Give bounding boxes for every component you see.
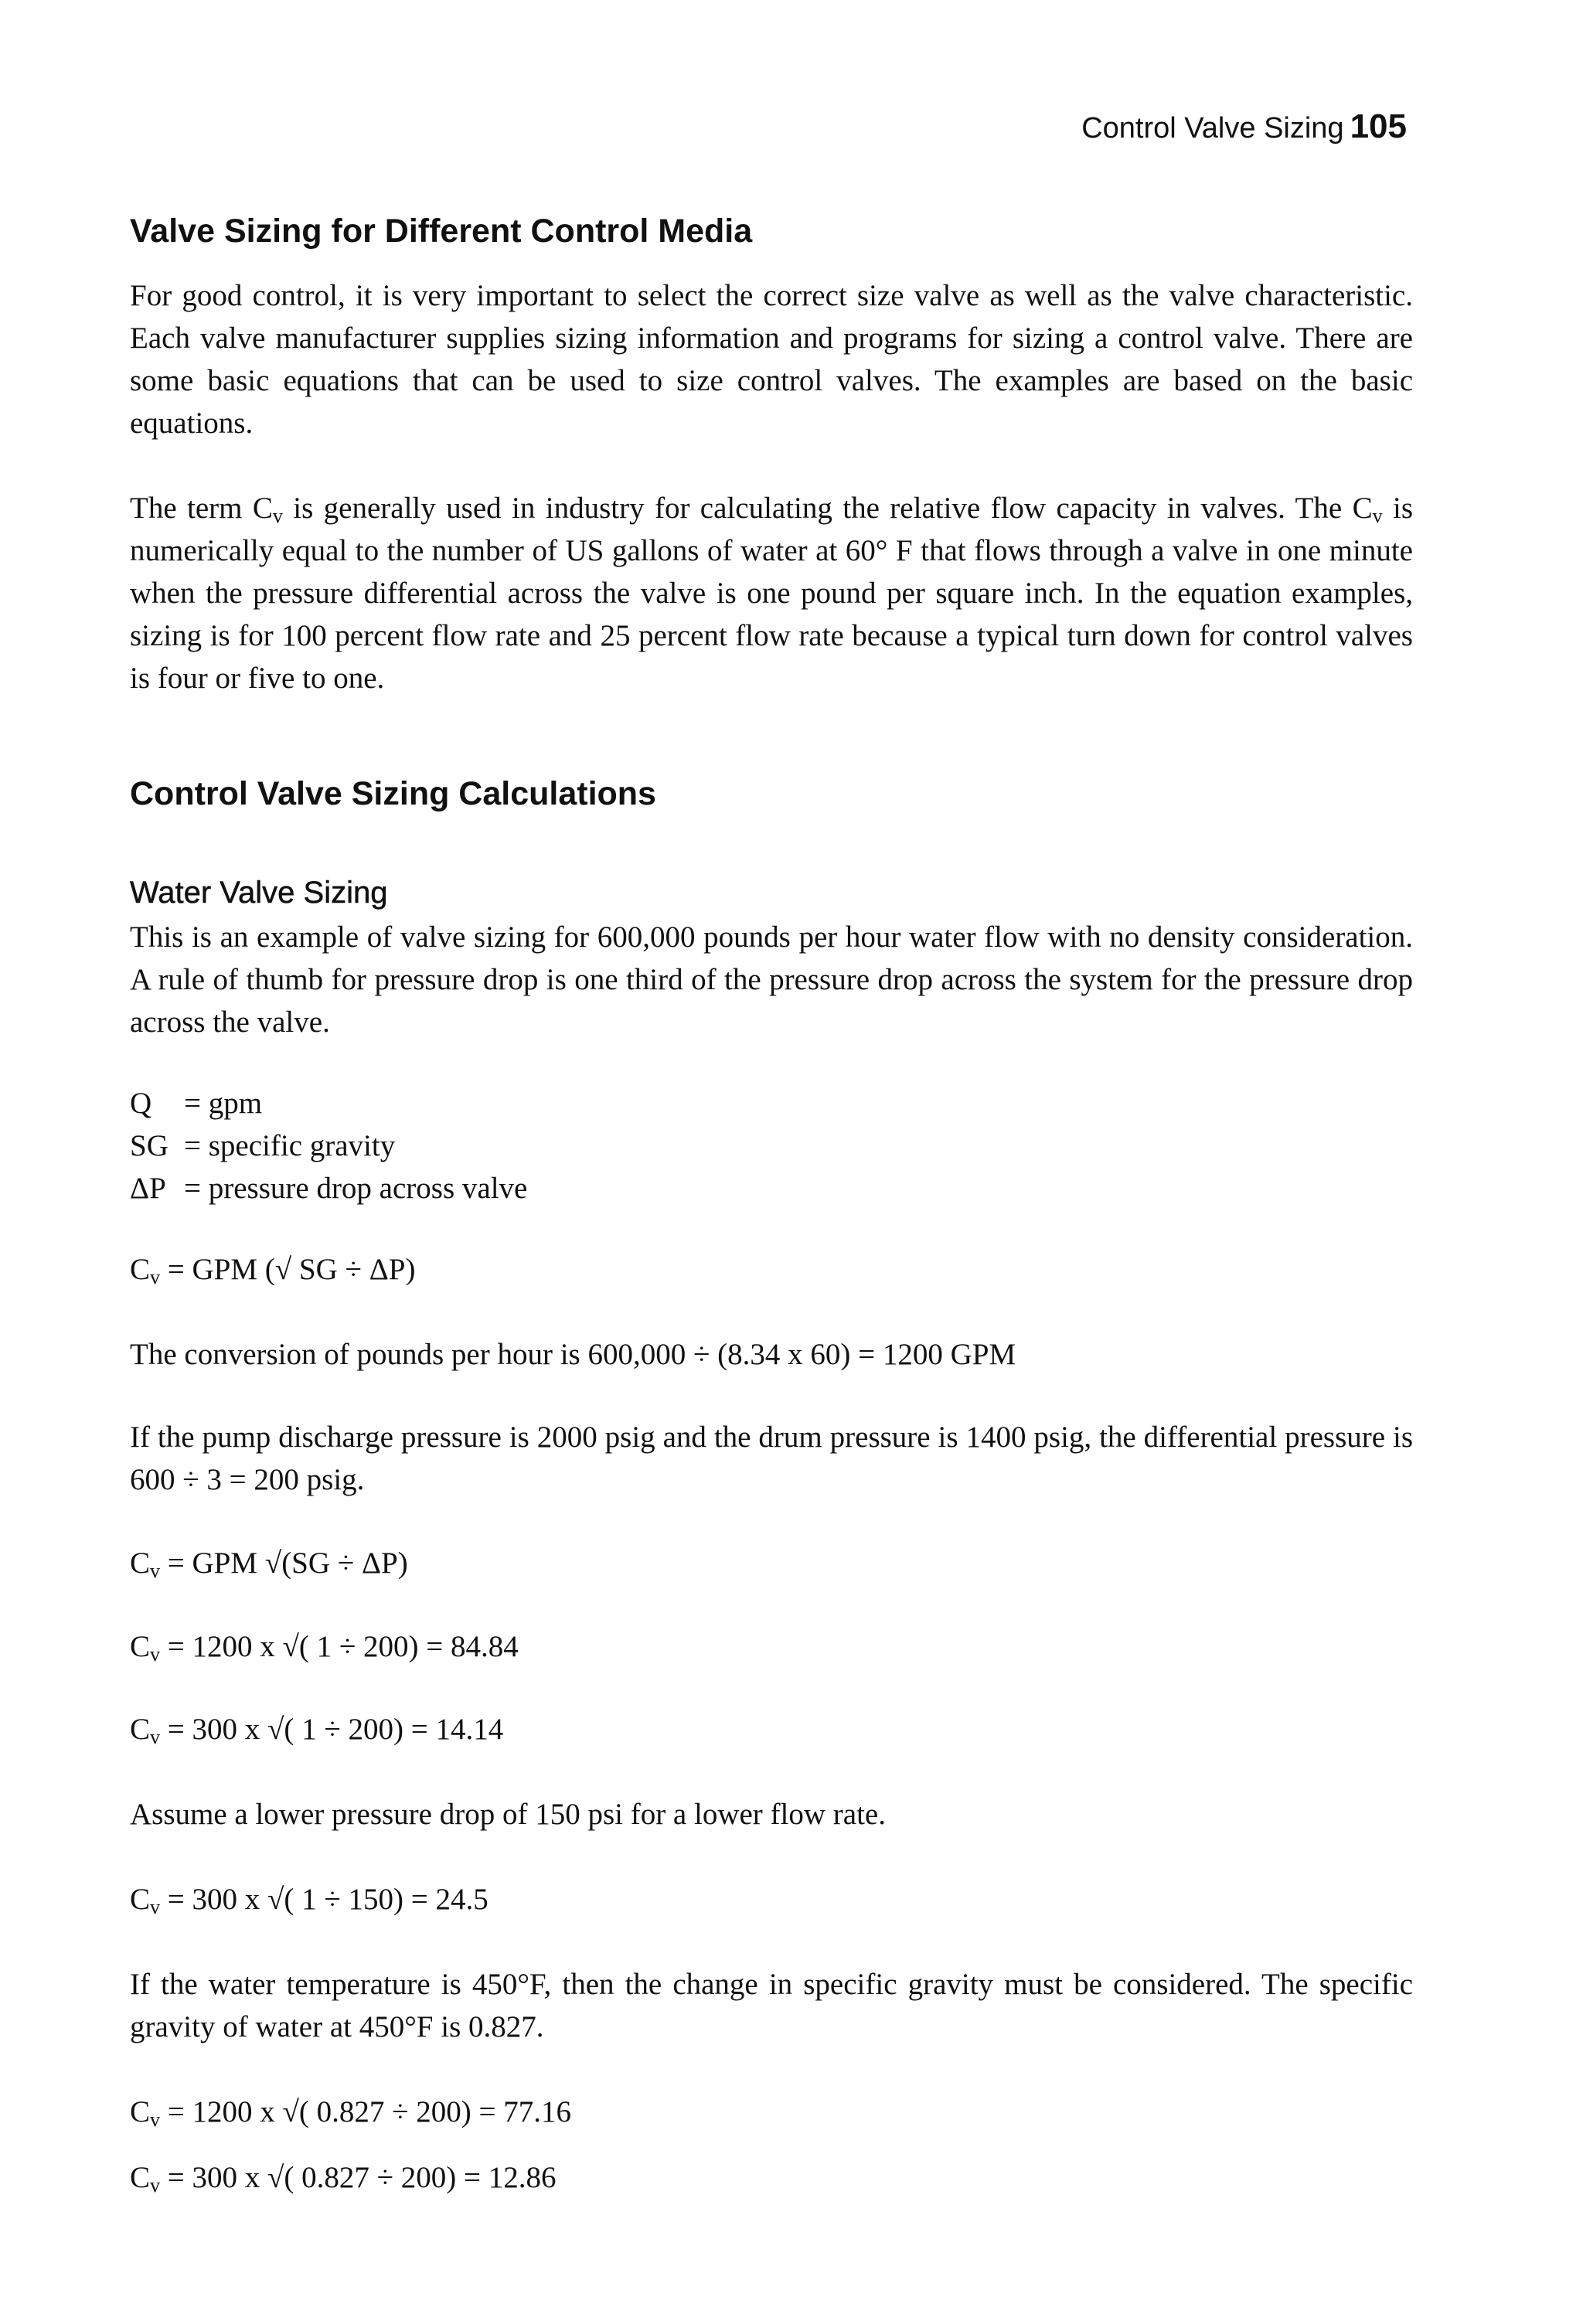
paragraph-pressure: If the pump discharge pressure is 2000 psig and the drum pressure is 1400 psig, the differential pressure is 600 ÷ 3 = 200 psig.	[130, 1421, 1413, 1496]
definition-symbol: Q	[130, 1087, 152, 1120]
definition-meaning: = specific gravity	[184, 1129, 396, 1162]
section-heading-valve-sizing-media: Valve Sizing for Different Control Media	[130, 213, 753, 250]
cv-subscript: v	[272, 505, 283, 527]
calc-300-0827: $C_v = 300$ x √( 0.827 ÷ 200) = 12.86	[130, 2161, 557, 2196]
definition-symbol: SG	[130, 1129, 169, 1162]
paragraph-temperature: If the water temperature is 450°F, then the change in specific gravity must be considered. The specific gravity of water at 450°F is 0.827.	[130, 1968, 1413, 2043]
page-number: 105	[1350, 107, 1407, 145]
definition-sg	[130, 1125, 395, 1167]
calc-1200-0827: $C_v = 1200$ x √( 0.827 ÷ 200) = 77.16	[130, 2095, 572, 2131]
cv-text-part2: is generally used in industry for calculating the relative flow capacity in valves. The C	[282, 492, 1373, 525]
calc-300-200: $C_v = 300$ x √( 1 ÷ 200) = 14.14	[130, 1713, 504, 1748]
definition-delta-p	[130, 1167, 527, 1210]
formula-cv-sqrt: $C_v$ = GPM √(SG ÷ ΔP)	[130, 1546, 408, 1582]
paragraph-intro: For good control, it is very important to select the correct size valve as well as the valve characteristic. Each valve manufacturer supplies sizing information and programs for sizing a control valve. There are some basic equations that can be used to size control valves. The examples are based on the basic equations.	[130, 279, 1413, 440]
assume-line: Assume a lower pressure drop of 150 psi for a lower flow rate.	[130, 1798, 886, 1831]
definition-symbol: ΔP	[130, 1172, 166, 1205]
cv-text-part1: The term C	[130, 492, 273, 525]
paragraph-cv-definition	[130, 487, 1413, 699]
running-header	[1005, 108, 1407, 147]
running-title: Control Valve Sizing	[1081, 112, 1344, 145]
definition-q	[130, 1082, 262, 1125]
subheading-water-valve-sizing: Water Valve Sizing	[130, 876, 388, 910]
calc-1200-200: $C_v = 1200$ x √( 1 ÷ 200) = 84.84	[130, 1630, 519, 1666]
section-heading-calculations: Control Valve Sizing Calculations	[130, 775, 656, 812]
definition-meaning: = pressure drop across valve	[184, 1172, 528, 1205]
conversion-line: The conversion of pounds per hour is 600,000 ÷ (8.34 x 60) = 1200 GPM	[130, 1338, 1016, 1371]
definition-meaning: = gpm	[184, 1087, 263, 1120]
cv-subscript: v	[1372, 505, 1383, 527]
calc-300-150: $C_v = 300$ x √( 1 ÷ 150) = 24.5	[130, 1883, 489, 1918]
cv-text-part3: is numerically equal to the number of US gallons of water at 60° F that flows through a valve in one minute when the pressure differential across the valve is one pound per square inch. In the equation examples, sizing is for 100 percent flow rate and 25 percent flow rate because a typical turn down for control valves is four or five to one.	[130, 492, 1413, 695]
paragraph-water-intro: This is an example of valve sizing for 600,000 pounds per hour water flow with no density consideration. A rule of thumb for pressure drop is one third of the pressure drop across the system for the pressure drop across the valve.	[130, 920, 1413, 1039]
formula-cv-general: $C_v$ = GPM (√ SG ÷ ΔP)	[130, 1253, 416, 1288]
